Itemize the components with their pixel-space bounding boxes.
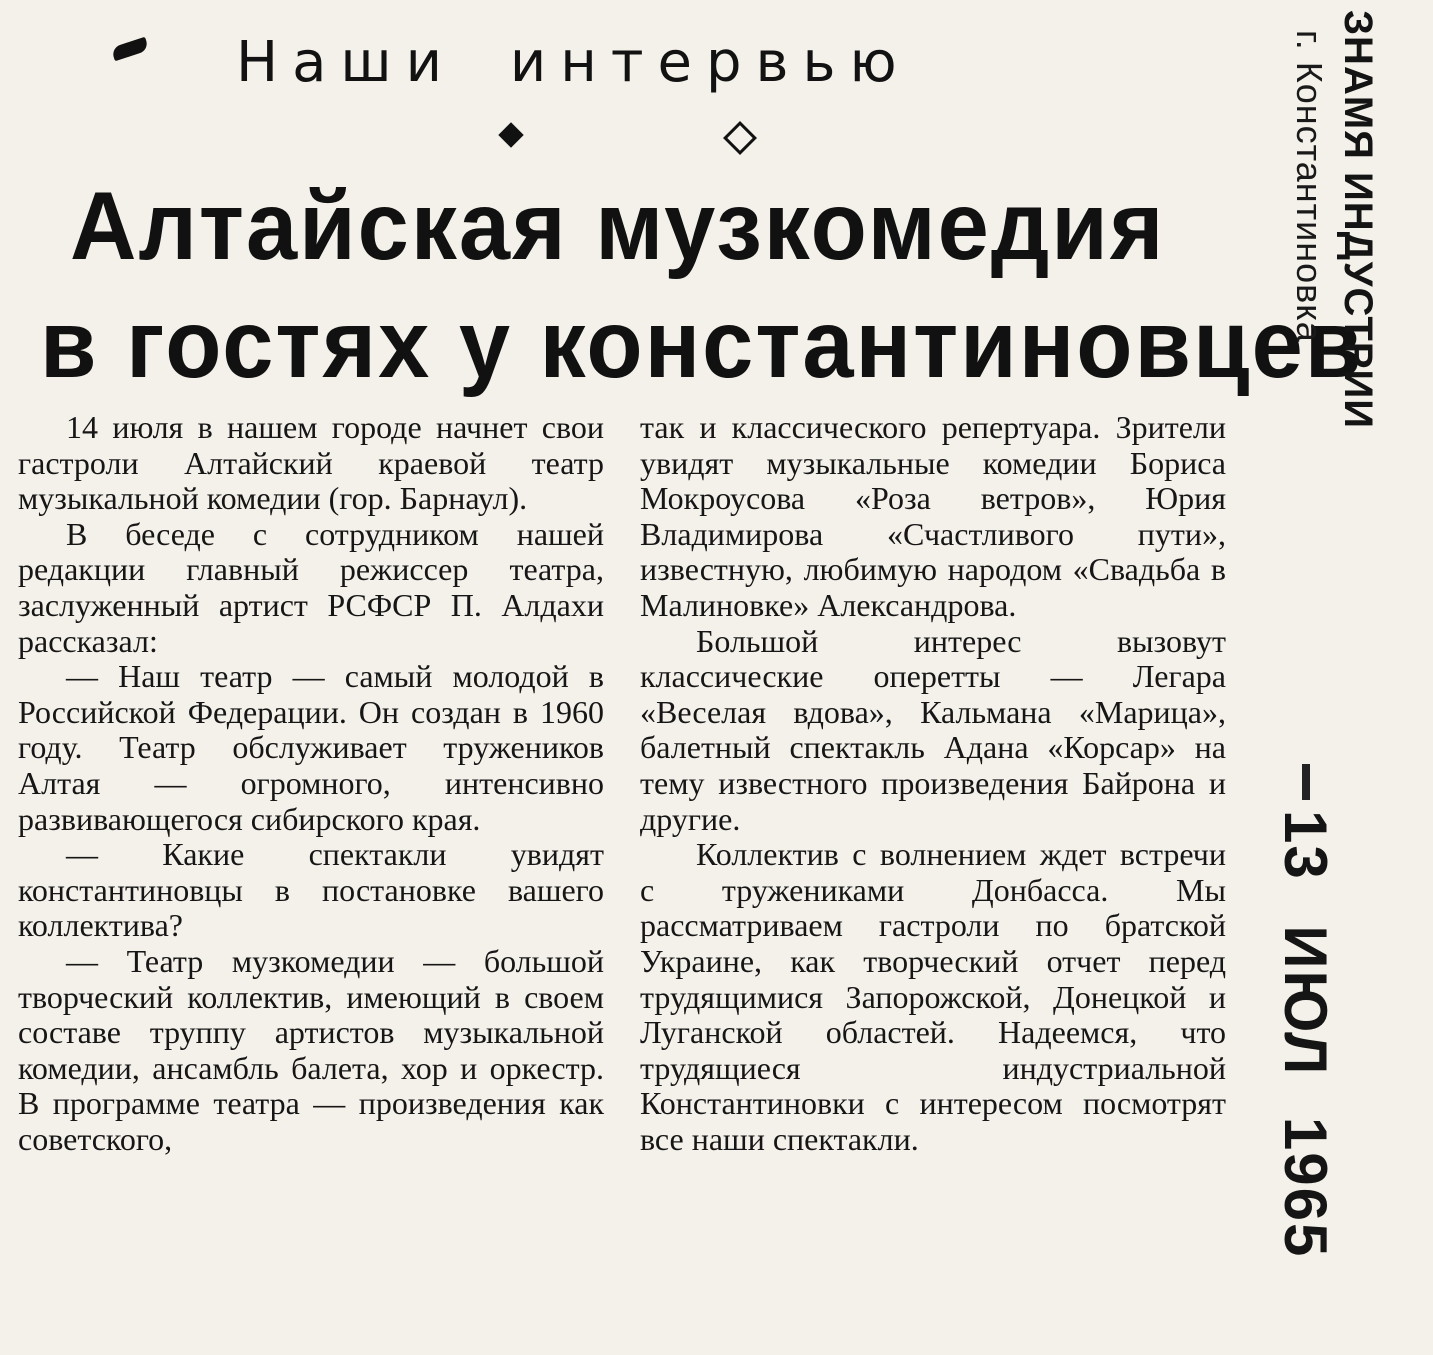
- stamp-day: 13: [1272, 810, 1339, 881]
- ornament-divider: [480, 120, 780, 154]
- hollow-diamond-icon: [723, 121, 757, 155]
- stamp-city: г. Константиновка: [1289, 30, 1330, 343]
- right-column: [640, 410, 1226, 1157]
- headline-line-2: в гостях у константиновцев: [40, 290, 1364, 398]
- paragraph: 14 июля в нашем городе начнет свои гастроли Алтайский краевой театр музыкальной комедии (гор. Барнаул).: [18, 409, 604, 517]
- stamp-newspaper-name: ЗНАМЯ ИНДУСТРИИ: [1336, 10, 1380, 430]
- decorative-mark: [111, 37, 150, 61]
- headline-line-1: Алтайская музкомедия: [70, 172, 1166, 280]
- paragraph: Большой интерес вызовут классические оперетты — Легара «Веселая вдова», Кальмана «Марица», балетный спектакль Адана «Корсар» на тему известного произведения Байрона и другие.: [640, 622, 1226, 837]
- solid-diamond-icon: [498, 122, 523, 147]
- paragraph: так и классического репертуара. Зрители увидят музыкальные комедии Бориса Мокроусова «Роза ветров», Юрия Владимирова «Счастливого пути», известную, любимую народом «Свадьба в Малиновке» Александрова.: [640, 409, 1226, 623]
- paragraph: Коллектив с волнением ждет встречи с тружениками Донбасса. Мы рассматриваем гастроли по братской Украине, как творческий отчет перед трудящимися Запорожской, Донецкой и Луганской областей. Надеемся, что трудящиеся индустриальной Константиновки с интересом посмотрят все наши спектакли.: [640, 836, 1226, 1157]
- stamp-date: [1271, 810, 1340, 1258]
- paragraph: — Театр музкомедии — большой творческий коллектив, имеющий в своем составе труппу артистов музыкальной комедии, ансамбль балета, хор и оркестр. В программе театра — произведения как советского,: [18, 942, 604, 1157]
- stamp-month: ИЮЛ: [1272, 925, 1339, 1077]
- stamp-tick-mark: [1302, 764, 1310, 800]
- paragraph: В беседе с сотрудником нашей редакции главный режиссер театра, заслуженный артист РСФСР П. Алдахи рассказал:: [18, 515, 604, 659]
- left-column: [18, 410, 604, 1157]
- section-kicker: Наши интервью: [236, 30, 911, 95]
- paragraph: — Какие спектакли увидят константиновцы в постановке вашего коллектива?: [18, 836, 604, 944]
- stamp-year: 1965: [1272, 1116, 1339, 1259]
- paragraph: — Наш театр — самый молодой в Российской Федерации. Он создан в 1960 году. Театр обслуживает тружеников Алтая — огромного, интенсивно развивающегося сибирского края.: [18, 658, 604, 837]
